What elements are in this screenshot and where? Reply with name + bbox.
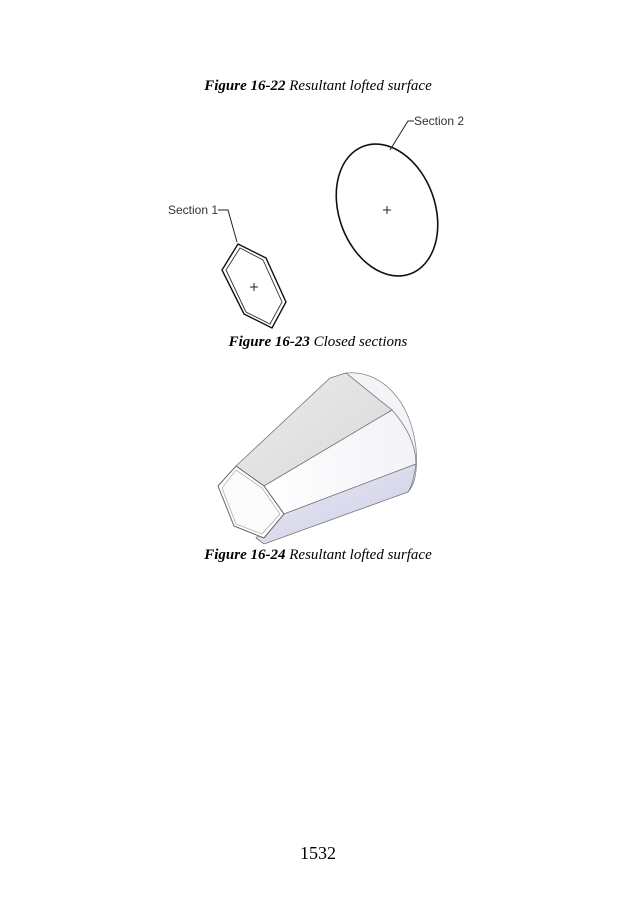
figure-caption-16-24 xyxy=(0,547,636,564)
center-mark-section-1 xyxy=(250,283,258,291)
section-1-label: Section 1 xyxy=(168,203,219,217)
figure-caption-16-23 xyxy=(0,334,636,351)
figure-number: Figure 16-22 xyxy=(204,78,286,94)
closed-sections-diagram xyxy=(0,108,636,334)
section-2-leader xyxy=(390,121,414,150)
figure-number: Figure 16-23 xyxy=(228,334,310,350)
center-mark-section-2 xyxy=(383,206,391,214)
page-number: 1532 xyxy=(300,843,336,863)
lofted-surface-illustration xyxy=(0,368,636,544)
figure-title: Resultant lofted surface xyxy=(289,78,432,94)
section-2-label: Section 2 xyxy=(414,114,465,128)
figure-title: Closed sections xyxy=(313,334,408,350)
figure-number: Figure 16-24 xyxy=(204,547,286,563)
figure-caption-16-22 xyxy=(0,78,636,95)
section-1-leader xyxy=(218,210,237,242)
figure-title: Resultant lofted surface xyxy=(289,547,432,563)
